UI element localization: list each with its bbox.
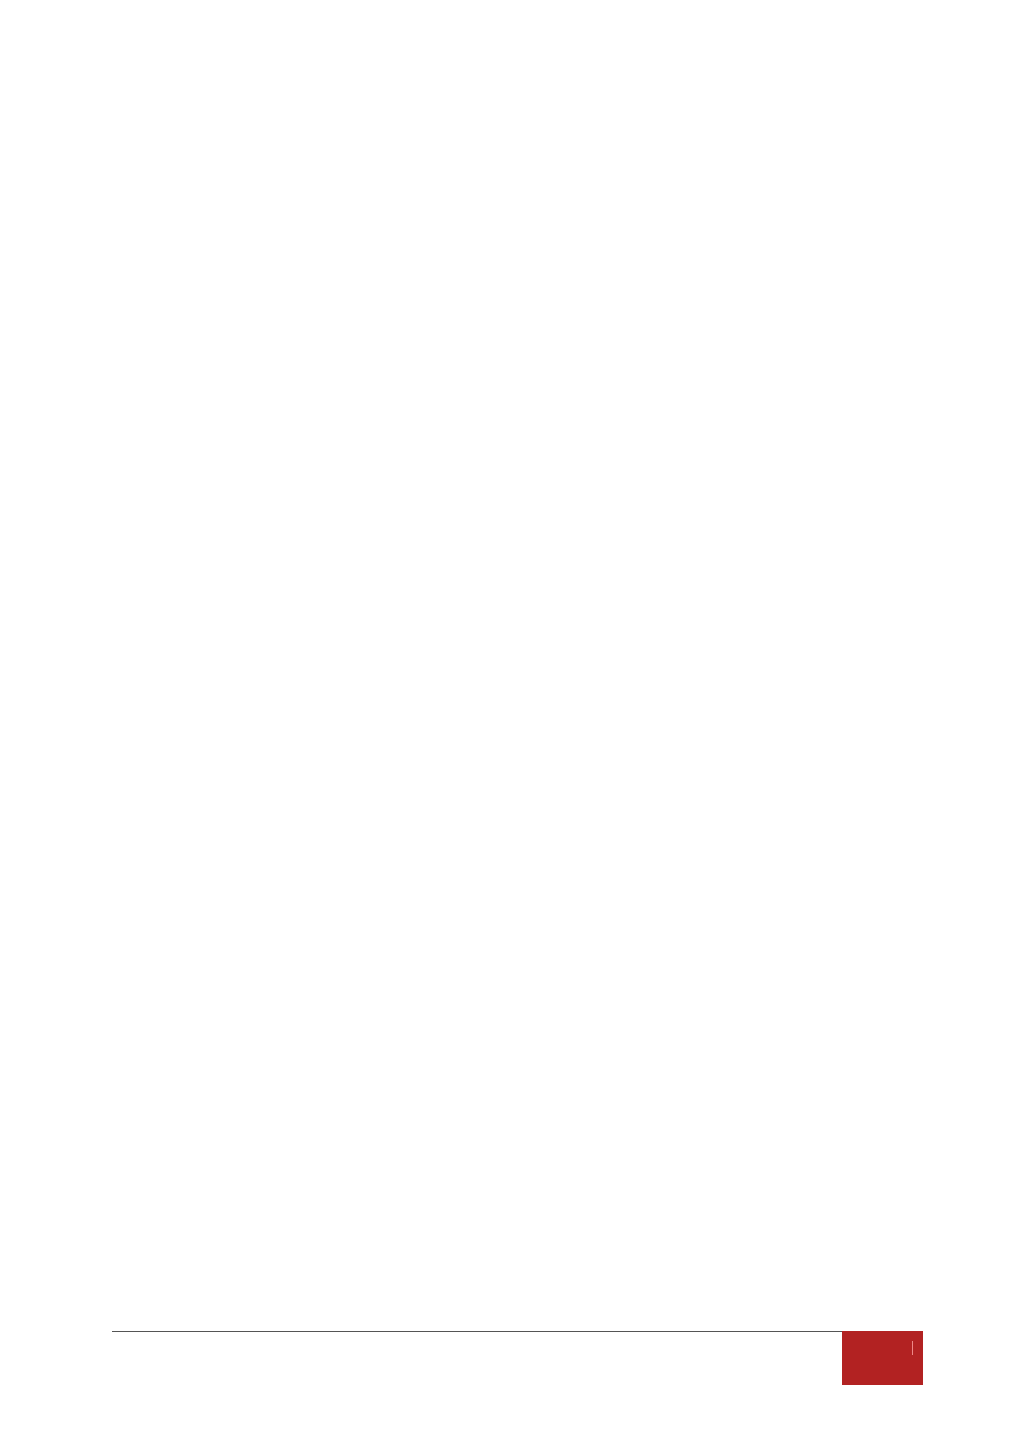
problem-8 [121, 157, 913, 194]
problem-7 [121, 120, 913, 157]
footer-rule [112, 1331, 842, 1332]
problem-8-solution-heading [121, 157, 913, 194]
end-divider [121, 194, 913, 220]
problem-7-solution-heading [121, 120, 913, 157]
page-number-box [842, 1331, 923, 1385]
worksheet-content [121, 120, 913, 220]
toaniq-logo [712, 28, 912, 84]
page-box-divider [912, 1341, 913, 1355]
